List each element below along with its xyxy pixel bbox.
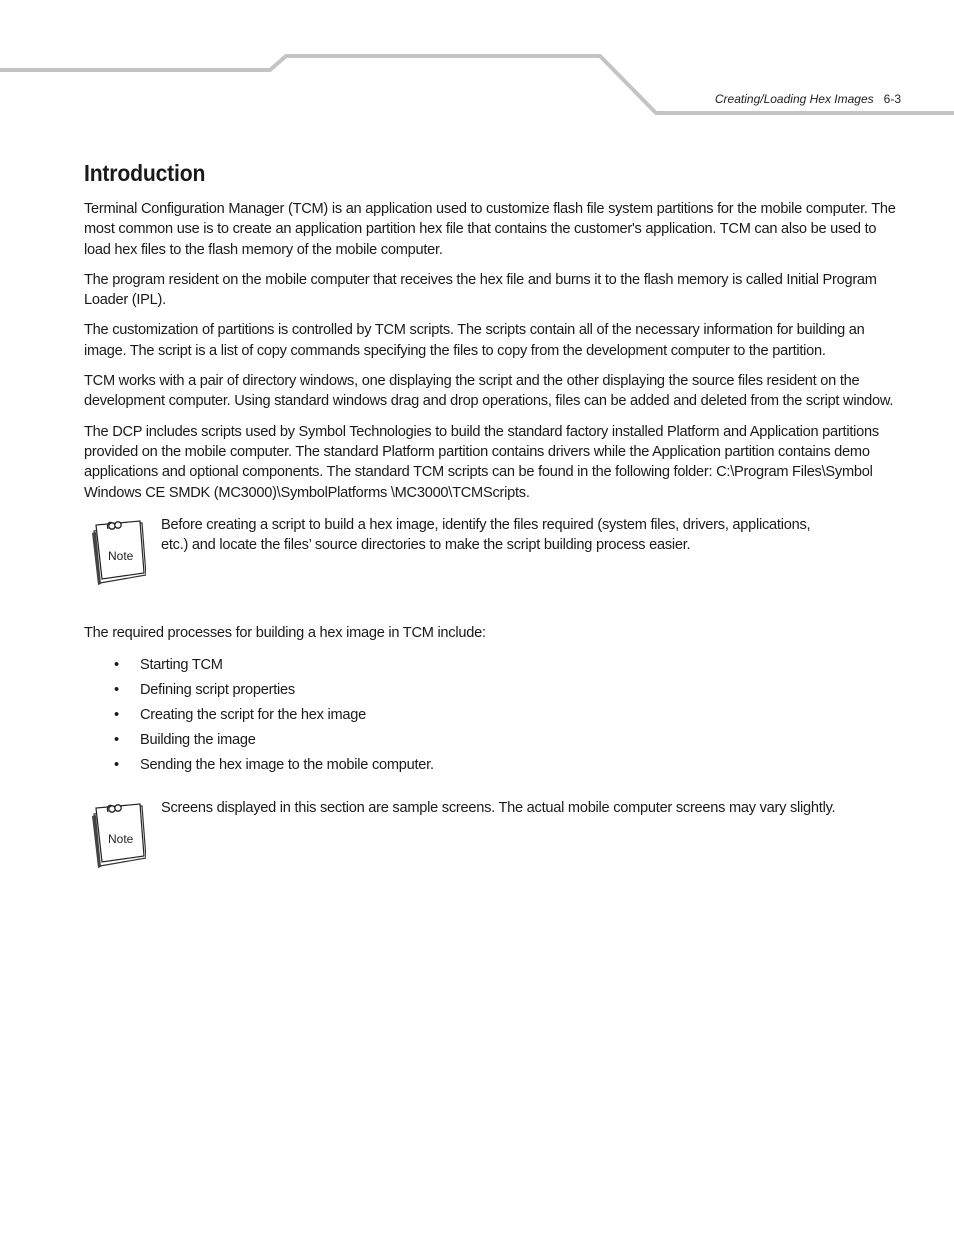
list-item: • Building the image — [84, 728, 898, 753]
intro-paragraph-4: TCM works with a pair of directory windows, one displaying the script and the other displaying the source files resident on the development computer. Using standard windows drag and drop operations, files can be added and deleted from the script window. — [84, 373, 894, 410]
note-icon — [88, 798, 146, 868]
page-number: 6-3 — [883, 92, 901, 106]
list-item: • Sending the hex image to the mobile computer. — [84, 753, 898, 778]
bullet-icon: • — [114, 707, 119, 724]
intro-paragraph-2: The program resident on the mobile computer that receives the hex file and burns it to the flash memory is called Initial Program Loader (IPL). — [84, 271, 877, 309]
note-text-1: Before creating a script to build a hex image, identify the files required (system files, drivers, applications, etc.) and locate the files’ source directories to make the script building process easier. — [161, 516, 811, 554]
list-item: • Defining script properties — [84, 678, 898, 703]
chapter-title: Creating/Loading Hex Images — [714, 92, 874, 106]
note-box-1 — [84, 515, 898, 585]
note-text-2: Screens displayed in this section are sample screens. The actual mobile computer screens may vary slightly. — [161, 800, 836, 817]
main-content — [84, 160, 898, 868]
bullet-icon: • — [114, 682, 119, 699]
note-icon-label: Note — [108, 832, 134, 847]
bullet-icon: • — [114, 757, 119, 774]
list-intro: The required processes for building a hex image in TCM include: — [84, 624, 486, 641]
process-list — [84, 653, 898, 778]
section-title: Introduction — [84, 160, 206, 186]
bullet-icon: • — [114, 657, 119, 674]
list-item: • Creating the script for the hex image — [84, 703, 898, 728]
intro-paragraph-3: The customization of partitions is controlled by TCM scripts. The scripts contain all of the necessary information for building an image. The script is a list of copy commands specifying the files to copy from the development computer to the partition. — [84, 322, 865, 359]
bullet-icon: • — [114, 732, 119, 749]
note-icon-label: Note — [108, 548, 134, 563]
intro-paragraph-5: The DCP includes scripts used by Symbol Technologies to build the standard factory installed Platform and Application partitions provided on the mobile computer. The standard Platform partition contains drivers while the Application partition contains demo applications and optional components. The standard TCM scripts can be found in the following folder: C:\Program Files\Symbol Windows CE SMDK (MC3000)\SymbolPlatforms \MC3000\TCMScripts. — [84, 423, 879, 501]
note-icon — [88, 515, 146, 585]
running-head — [715, 92, 901, 106]
intro-paragraph-1: Terminal Configuration Manager (TCM) is an application used to customize flash file system partitions for the mobile computer. The most common use is to create an application partition hex file that contains the customer's application. TCM can also be used to load hex files to the flash memory of the mobile computer. — [84, 201, 896, 258]
list-item: • Starting TCM — [84, 653, 898, 678]
note-box-2 — [84, 798, 898, 868]
